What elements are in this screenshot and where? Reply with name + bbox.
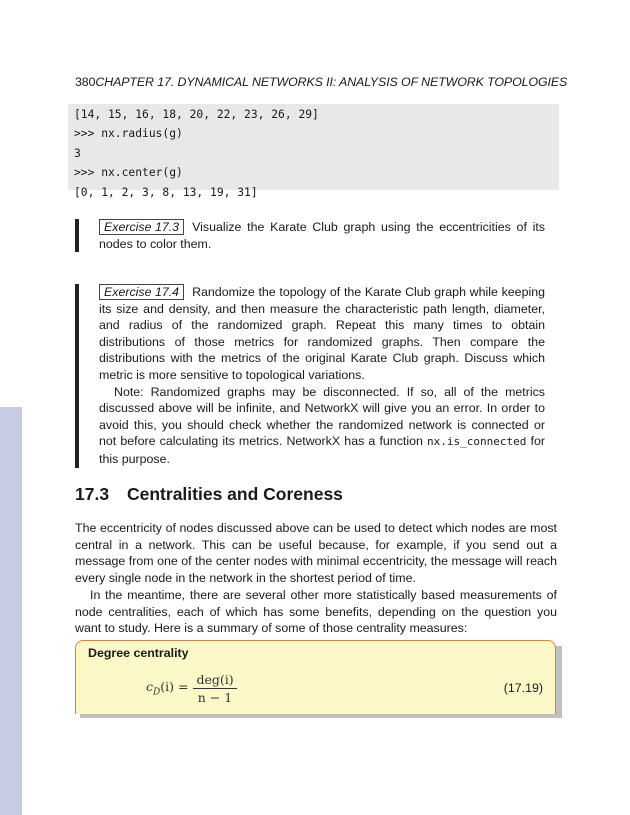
section-title: Centralities and Coreness xyxy=(127,484,343,504)
definition-box xyxy=(75,640,556,714)
section-heading xyxy=(75,484,343,505)
page-number: 380 xyxy=(75,75,96,89)
definition-title: Degree centrality xyxy=(88,646,189,660)
code-line: >>> nx.radius(g) xyxy=(74,127,183,141)
exercise-label: Exercise 17.4 xyxy=(99,284,184,300)
numerator: deg(i) xyxy=(193,672,236,689)
code-block xyxy=(68,104,559,199)
paragraph: In the meantime, there are several other more statistically based measurements of node centralities, each of which has some benefits, depending on the question you want to study. Here is a summary of some of those centrality measures: xyxy=(75,587,557,636)
body-text xyxy=(75,520,557,637)
section-number: 17.3 xyxy=(75,484,110,504)
fraction xyxy=(193,672,236,705)
exercise-17-3 xyxy=(75,219,545,252)
equation xyxy=(146,672,237,705)
code-line: [0, 1, 2, 3, 8, 13, 19, 31] xyxy=(74,185,258,199)
inline-code: nx.is_connected xyxy=(427,435,527,449)
exercise-text: Visualize the Karate Club graph using the eccentricities of its nodes to color them. xyxy=(99,220,545,251)
chapter-title: CHAPTER 17. DYNAMICAL NETWORKS II: ANALYSIS OF NETWORK TOPOLOGIES xyxy=(95,75,568,89)
denominator: n − 1 xyxy=(197,690,233,705)
exercise-label: Exercise 17.3 xyxy=(99,219,184,235)
exercise-text: Randomize the topology of the Karate Club graph while keeping its size and density, and then measure the characteristic path length, diameter, and radius of the randomized graph. Repeat this many times to obtain distributions of those metrics for randomized graphs. Then compare the distributions with the metrics of the original Karate Club graph. Discuss which metric is more sensitive to topological variations. xyxy=(99,285,545,382)
equation-number: (17.19) xyxy=(503,681,543,695)
equation-lhs: $c_D(i)$ = xyxy=(146,679,189,698)
exercise-note: Note: Randomized graphs may be disconnected. If so, all of the metrics discussed above will be infinite, and NetworkX will give you an error. In order to avoid this, you should check whether the randomized network is connected or not before calculating its metrics. NetworkX has a function nx.is_connected for this purpose. xyxy=(99,384,545,466)
code-line: >>> nx.center(g) xyxy=(74,166,183,180)
code-line: [14, 15, 16, 18, 20, 22, 23, 26, 29] xyxy=(74,108,319,121)
margin-strip xyxy=(0,407,22,815)
exercise-17-4 xyxy=(75,284,545,468)
paragraph: The eccentricity of nodes discussed above can be used to detect which nodes are most central in a network. This can be useful because, for example, if you send out a message from one of the center nodes with minimal eccentricity, the message will reach every single node in the network in the shortest period of time. xyxy=(75,521,557,586)
running-head xyxy=(75,75,575,89)
code-line: 3 xyxy=(74,146,81,160)
